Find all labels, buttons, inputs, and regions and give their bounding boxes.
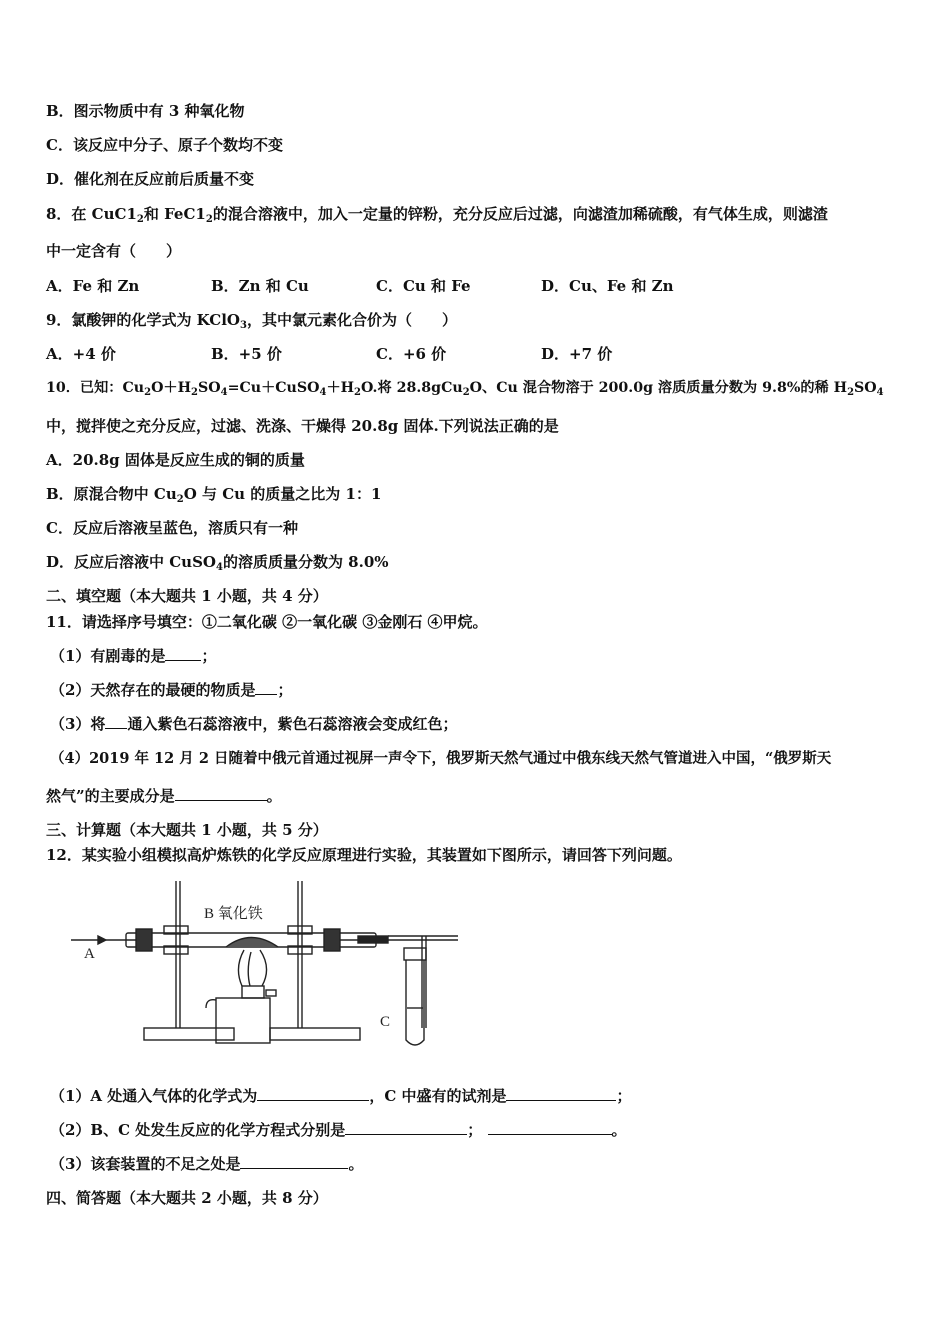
apparatus-diagram (66, 878, 466, 1053)
alcohol-lamp (216, 998, 270, 1043)
q12-stem: 12．某实验小组模拟高炉炼铁的化学反应原理进行实验，其装置如下图所示，请回答下列问题。 (46, 846, 682, 864)
q12-part-3: （3）该套装置的不足之处是 。 (50, 1155, 364, 1173)
lamp-flame (238, 950, 266, 986)
q7-option-c: C．该反应中分子、原子个数均不变 (46, 136, 283, 154)
q11-stem: 11．请选择序号填空：①二氧化碳 ②一氧化碳 ③金刚石 ④甲烷。 (46, 613, 488, 631)
right-stand-base (270, 1028, 360, 1040)
q7-option-d: D．催化剂在反应前后质量不变 (46, 170, 255, 188)
q9-option: C．+6 价 (376, 345, 447, 363)
section-4-heading: 四、简答题（本大题共 2 小题，共 8 分） (46, 1189, 328, 1207)
answer-blank[interactable] (257, 1086, 369, 1101)
q11-part-2: （2）天然存在的最硬的物质是 ； (50, 681, 293, 699)
q12-part-1: （1）A 处通入气体的化学式为 ，C 中盛有的试剂是 ； (50, 1087, 632, 1105)
answer-blank[interactable] (105, 714, 127, 729)
left-stopper (136, 929, 152, 951)
label-b: B 氧化铁 (204, 906, 263, 922)
test-tube-stopper (404, 948, 426, 960)
q9-stem: 9．氯酸钾的化学式为 KClO$_3$，其中氯元素化合价为（ ） (46, 311, 457, 331)
rubber-tube (358, 936, 388, 943)
q7-option-b: B．图示物质中有 3 种氧化物 (46, 102, 245, 120)
q10-stem-line2: 中，搅拌使之充分反应，过滤、洗涤、干燥得 20.8g 固体.下列说法正确的是 (46, 417, 559, 435)
q8-stem-line2: 中一定含有（ ） (46, 242, 182, 260)
q8-option: C．Cu 和 Fe (376, 277, 471, 295)
answer-blank[interactable] (488, 1120, 612, 1135)
answer-blank[interactable] (506, 1086, 616, 1101)
q11-part-4-line1: （4）2019 年 12 月 2 日随着中俄元首通过视屏一声令下，俄罗斯天然气通过中俄东线天然气管道进入中国，“俄罗斯天 (50, 750, 832, 767)
q8-stem-line1: 8．在 $CuC1_2$和 $FeC1_2$的混合溶液中，加入一定量的锌粉，充分反应后过滤，向滤渣加稀硫酸，有气体生成，则滤渣 (46, 205, 828, 225)
answer-blank[interactable] (175, 786, 267, 801)
answer-blank[interactable] (240, 1154, 348, 1169)
iron-oxide-sample (226, 938, 278, 948)
q11-part-4-line2: 然气”的主要成分是 。 (46, 787, 282, 805)
left-stand-base (144, 1028, 234, 1040)
label-c: C (380, 1014, 391, 1030)
section-2-heading: 二、填空题（本大题共 1 小题，共 4 分） (46, 587, 328, 605)
q9-option: D．+7 价 (541, 345, 613, 363)
q9-option: A．+4 价 (46, 345, 116, 363)
q8-option: B．Zn 和 Cu (211, 277, 309, 295)
q10-stem-line1: 10．已知：$Cu_2O+H_2SO_4=Cu+CuSO_4+H_2O$.将 28.8gCu$_2$O、Cu 混合物溶于 200.0g 溶质质量分数为 9.8%的稀 $H_2SO_4$ (46, 380, 884, 398)
answer-blank[interactable] (165, 646, 201, 661)
q11-part-1: （1）有剧毒的是 ； (50, 647, 217, 665)
right-stopper (324, 929, 340, 951)
answer-blank[interactable] (345, 1120, 467, 1135)
answer-blank[interactable] (255, 680, 277, 695)
q8-options (46, 276, 706, 296)
q10-option-d: D．反应后溶液中 CuSO$_4$的溶质质量分数为 8.0% (46, 553, 389, 573)
q8-option: D．Cu、Fe 和 Zn (541, 277, 674, 295)
label-a: A (84, 946, 95, 962)
section-3-heading: 三、计算题（本大题共 1 小题，共 5 分） (46, 821, 328, 839)
q10-option-a: A．20.8g 固体是反应生成的铜的质量 (46, 451, 305, 469)
q12-part-2: （2）B、C 处发生反应的化学方程式分别是 ； 。 (50, 1121, 627, 1139)
q10-option-b: B．原混合物中 $Cu_2O$ 与 Cu 的质量之比为 1：1 (46, 485, 382, 505)
q8-option: A．Fe 和 Zn (46, 277, 140, 295)
q9-option: B．+5 价 (211, 345, 282, 363)
q10-option-c: C．反应后溶液呈蓝色，溶质只有一种 (46, 519, 298, 537)
q9-options (46, 344, 706, 364)
q11-part-3: （3）将 通入紫色石蕊溶液中，紫色石蕊溶液会变成红色； (50, 715, 458, 733)
